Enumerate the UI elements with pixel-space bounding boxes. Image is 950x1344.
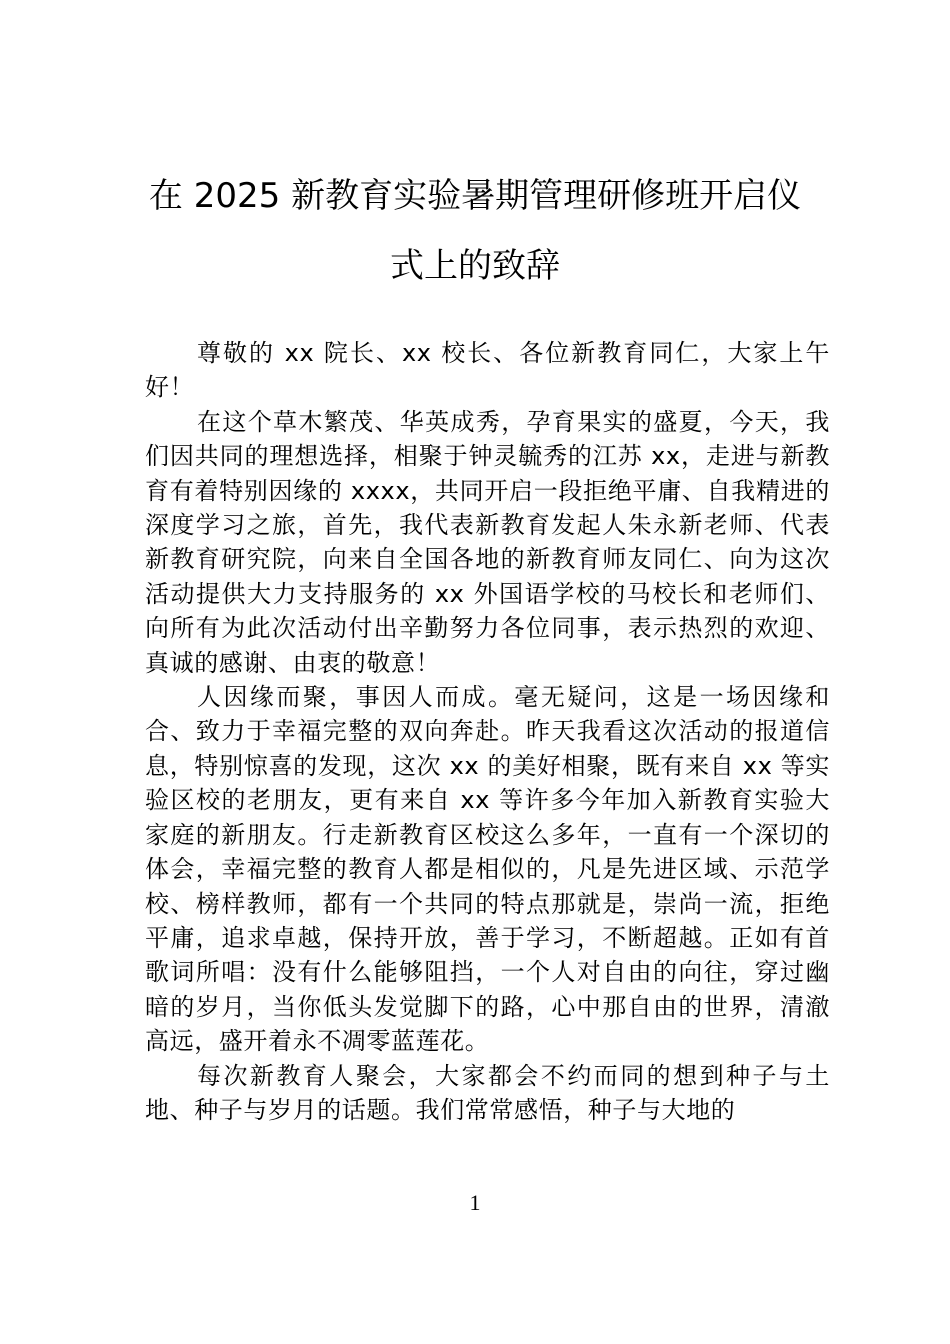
document-title-line-1: 在 2025 新教育实验暑期管理研修班开启仪 [148, 176, 802, 216]
paragraph-greeting: 尊敬的 xx 院长、xx 校长、各位新教育同仁，大家上午好！ [145, 339, 830, 402]
paragraph-seeds: 每次新教育人聚会，大家都会不约而同的想到种子与土地、种子与岁月的话题。我们常常感悟，种子与大地的 [145, 1061, 830, 1124]
document-title-line-2: 式上的致辞 [390, 246, 560, 286]
paragraph-gathering: 人因缘而聚，事因人而成。毫无疑问，这是一场因缘和合、致力于幸福完整的双向奔赴。昨天我看这次活动的报道信息，特别惊喜的发现，这次 xx 的美好相聚，既有来自 xx 等实验区校的老朋友，更有来自 xx 等许多今年加入新教育实验大家庭的新朋友。行走新教育区校这么多年，一直有一个深切的体会，幸福完整的教育人都是相似的，凡是先进区域、示范学校、榜样教师，都有一个共同的特点那就是，崇尚一流，拒绝平庸，追求卓越，保持开放，善于学习，不断超越。正如有首歌词所唱：没有什么能够阻挡，一个人对自由的向往，穿过幽暗的岁月，当你低头发觉脚下的路，心中那自由的世界，清澈高远，盛开着永不凋零蓝莲花。 [145, 683, 830, 1056]
page-number: 1 [469, 1190, 481, 1215]
document-body [145, 336, 830, 1127]
paragraph-welcome: 在这个草木繁茂、华英成秀，孕育果实的盛夏，今天，我们因共同的理想选择，相聚于钟灵毓秀的江苏 xx，走进与新教育有着特别因缘的 xxxx，共同开启一段拒绝平庸、自我精进的深度学习之旅，首先，我代表新教育发起人朱永新老师、代表新教育研究院，向来自全国各地的新教育师友同仁、向为这次活动提供大力支持服务的 xx 外国语学校的马校长和老师们、向所有为此次活动付出辛勤努力各位同事，表示热烈的欢迎、真诚的感谢、由衷的敬意！ [145, 407, 830, 677]
